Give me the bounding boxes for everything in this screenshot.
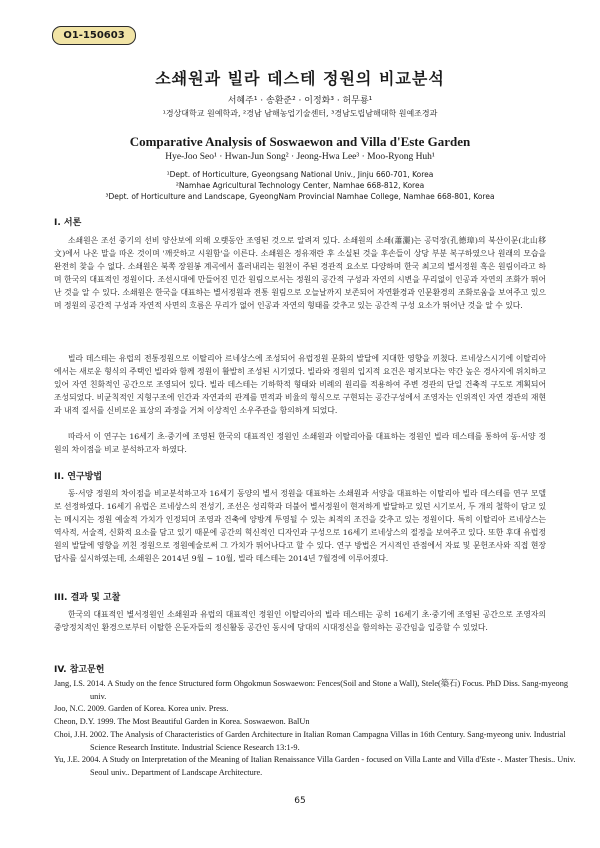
reference-item: Cheon, D.Y. 1999. The Most Beautiful Garden in Korea. Soswaewon. BalUn: [54, 717, 310, 726]
paper-id-badge: O1-150603: [52, 26, 136, 45]
korean-title: 소쇄원과 빌라 데스테 정원의 비교분석: [155, 69, 445, 88]
korean-authors: 서혜주¹ · 송환준² · 이정화³ · 허무룡¹: [227, 96, 373, 106]
korean-affiliations: ¹경상대학교 원예학과, ²경남 남해농업기술센터, ³경남도립남해대학 원예조경과: [162, 109, 438, 118]
section-heading-methods: II. 연구방법: [54, 472, 103, 482]
intro-paragraph-1: 소쇄원은 조선 중기의 선비 양산보에 의해 오랫동안 조영된 것으로 알려져 있다. 소쇄원의 소쇄(蕭灑)는 공덕장(孔德璋)의 북산이문(北山移文)에서 나온 말을 따온 것이며 '깨끗하고 시원함'을 이른다. 소쇄원은 정유재란 후 소실된 것을 후손들이 상당 부분 복구하였으나 원래의 모습을 완전히 찾을 수 없다. 소쇄원은 북쪽 장원봉 계곡에서 흘러내리는 원천이 주된 경관적 요소로 다양하며 한국 최고의 별서정원 혹은 원림이라고 하며 한국의 대표적인 정원이다. 조선시대에 만들어진 민간 원림으로서는 정원의 공간적 구성과 자연의 시변을 무리없이 인공과 자연의 조화가 뛰어난 것을 알 수 있다. 소쇄원은 한국을 대표하는 별서정원과 전통 원림으로 오늘날까지 보존되어 자연환경과 인문환경의 조화로움을 보여주고 있으며 정원의 공간적 구성과 자연적 사면의 흐름은 무리가 없어 인공과 자연의 형태를 갖추고 있는 공간적 구성 요소가 뛰어난 것을 알 수 있다.: [54, 236, 546, 310]
section-heading-intro: I. 서론: [54, 218, 82, 228]
intro-paragraph-3: 따라서 이 연구는 16세기 초·중기에 조영된 한국의 대표적인 정원인 소쇄원과 이탈리아를 대표하는 정원인 빌라 데스테를 통하여 동·서양 정원의 차이점을 비교 분석하고자 하였다.: [54, 432, 546, 454]
reference-item: Jang, I.S. 2014. A Study on the fence Structured form Ohgokmun Soswaewon: Fences(Soil and Stone a Wall), Stele(築石) Focus. PhD Diss. Sang-myeong univ.: [54, 679, 568, 701]
english-authors: Hye-Joo Seo¹ · Hwan-Jun Song² · Jeong-Hwa Lee³ · Moo-Ryong Huh¹: [165, 152, 435, 162]
page-number: 65: [294, 796, 306, 806]
english-affiliation-1: ¹Dept. of Horticulture, Gyeongsang National Univ., Jinju 660-701, Korea: [166, 170, 434, 179]
methods-paragraph: 동·서양 정원의 차이점을 비교분석하고자 16세기 동양의 별서 정원을 대표하는 소쇄원과 서양을 대표하는 이탈리아 빌라 데스테를 연구 모델로 선정하였다. 16세기 유럽은 르네상스의 전성기, 조선은 성리학과 더불어 별서정원이 현저하게 발달하고 있던 시기로서, 두 개의 철학이 담고 있는 메시지는 정원 예술적 가치가 인정되며 조영과 건축에 양방계 투영될 수 있는 최적의 조건을 갖추고 있는 정원이다. 특히 이탈리아 르네상스는 역사적, 서술적, 신화적 요소를 담고 있기 때문에 공간의 혁신적인 디자인과 구성으로 16세기 르네상스의 절정을 보여주고 있다. 또한 후대 유럽정원의 발달에 영향을 끼친 정원으로 정원예술로써 그 가치가 뛰어나다고 할 수 있다. 연구 방법은 거시적인 관점에서 자료 및 문헌조사와 직접 현장답사를 실시하였는데, 소쇄원은 2014년 9월 ~ 10월, 빌라 데스테는 2014년 7월경에 이루어졌다.: [54, 489, 546, 563]
english-affiliation-2: ²Namhae Agricultural Technology Center, Namhae 668-812, Korea: [175, 181, 425, 190]
section-heading-results: III. 결과 및 고찰: [54, 593, 121, 603]
reference-item: Joo, N.C. 2009. Garden of Korea. Korea univ. Press.: [54, 704, 229, 713]
reference-item: Choi, J.H. 2002. The Analysis of Characteristics of Garden Architecture in Italian Roman Campagna Villas in 16th Century. Sang-myeong univ. Industrial Science Research Institute. Industrial Science Research 13:1-9.: [54, 730, 566, 752]
reference-item: Yu, J.E. 2004. A Study on Interpretation of the Meaning of Italian Renaissance Villa Garden - focused on Villa Lante and Villa d'Este -. Master Thesis.. Univ. Seoul univ.. Department of Landscape Architecture.: [54, 755, 576, 777]
results-paragraph: 한국의 대표적인 별서정원인 소쇄원과 유럽의 대표적인 정원인 이탈리아의 빌라 데스테는 공히 16세기 초·중기에 조영된 공간으로 조영자의 중앙정치적인 환경으로부터 이탈한 은둔자들의 정신활동 공간인 동시에 당대의 시대정신을 함의하는 공간임을 입증할 수 있었다.: [54, 610, 546, 632]
english-title: Comparative Analysis of Soswaewon and Villa d'Este Garden: [129, 134, 471, 149]
english-affiliation-3: ³Dept. of Horticulture and Landscape, GyeongNam Provincial Namhae College, Namhae 668-801, Korea: [105, 192, 495, 201]
intro-paragraph-2: 빌라 데스테는 유럽의 전통정원으로 이탈리아 르네상스에 조성되어 유럽정원 문화의 발달에 지대한 영향을 끼쳤다. 르네상스시기에 이탈리아에서는 새로운 형식의 주택인 빌라와 함께 정원이 활발히 조성된 시기였다. 빌라와 정원의 입지적 요건은 평지보다는 약간 높은 경사지에 위치하고 있어 자연 친화적인 공간으로 조영되어 있다. 빌라 데스테는 기하학적 형태와 비례의 원리를 적용하여 주변 경관의 단일 건축적 구도로 계획되어 조성되었다. 비균칙적인 지형구조에 인간과 자연과의 관계를 면적과 비율의 형식으로 구현되는 공간구성에서 조영자는 인위적인 자연 경관의 재현과 내적 질서를 신비로운 표상의 과정을 거쳐 이상적인 소우주관을 함의하게 되었다.: [54, 354, 546, 415]
section-heading-references: IV. 참고문헌: [54, 665, 105, 675]
